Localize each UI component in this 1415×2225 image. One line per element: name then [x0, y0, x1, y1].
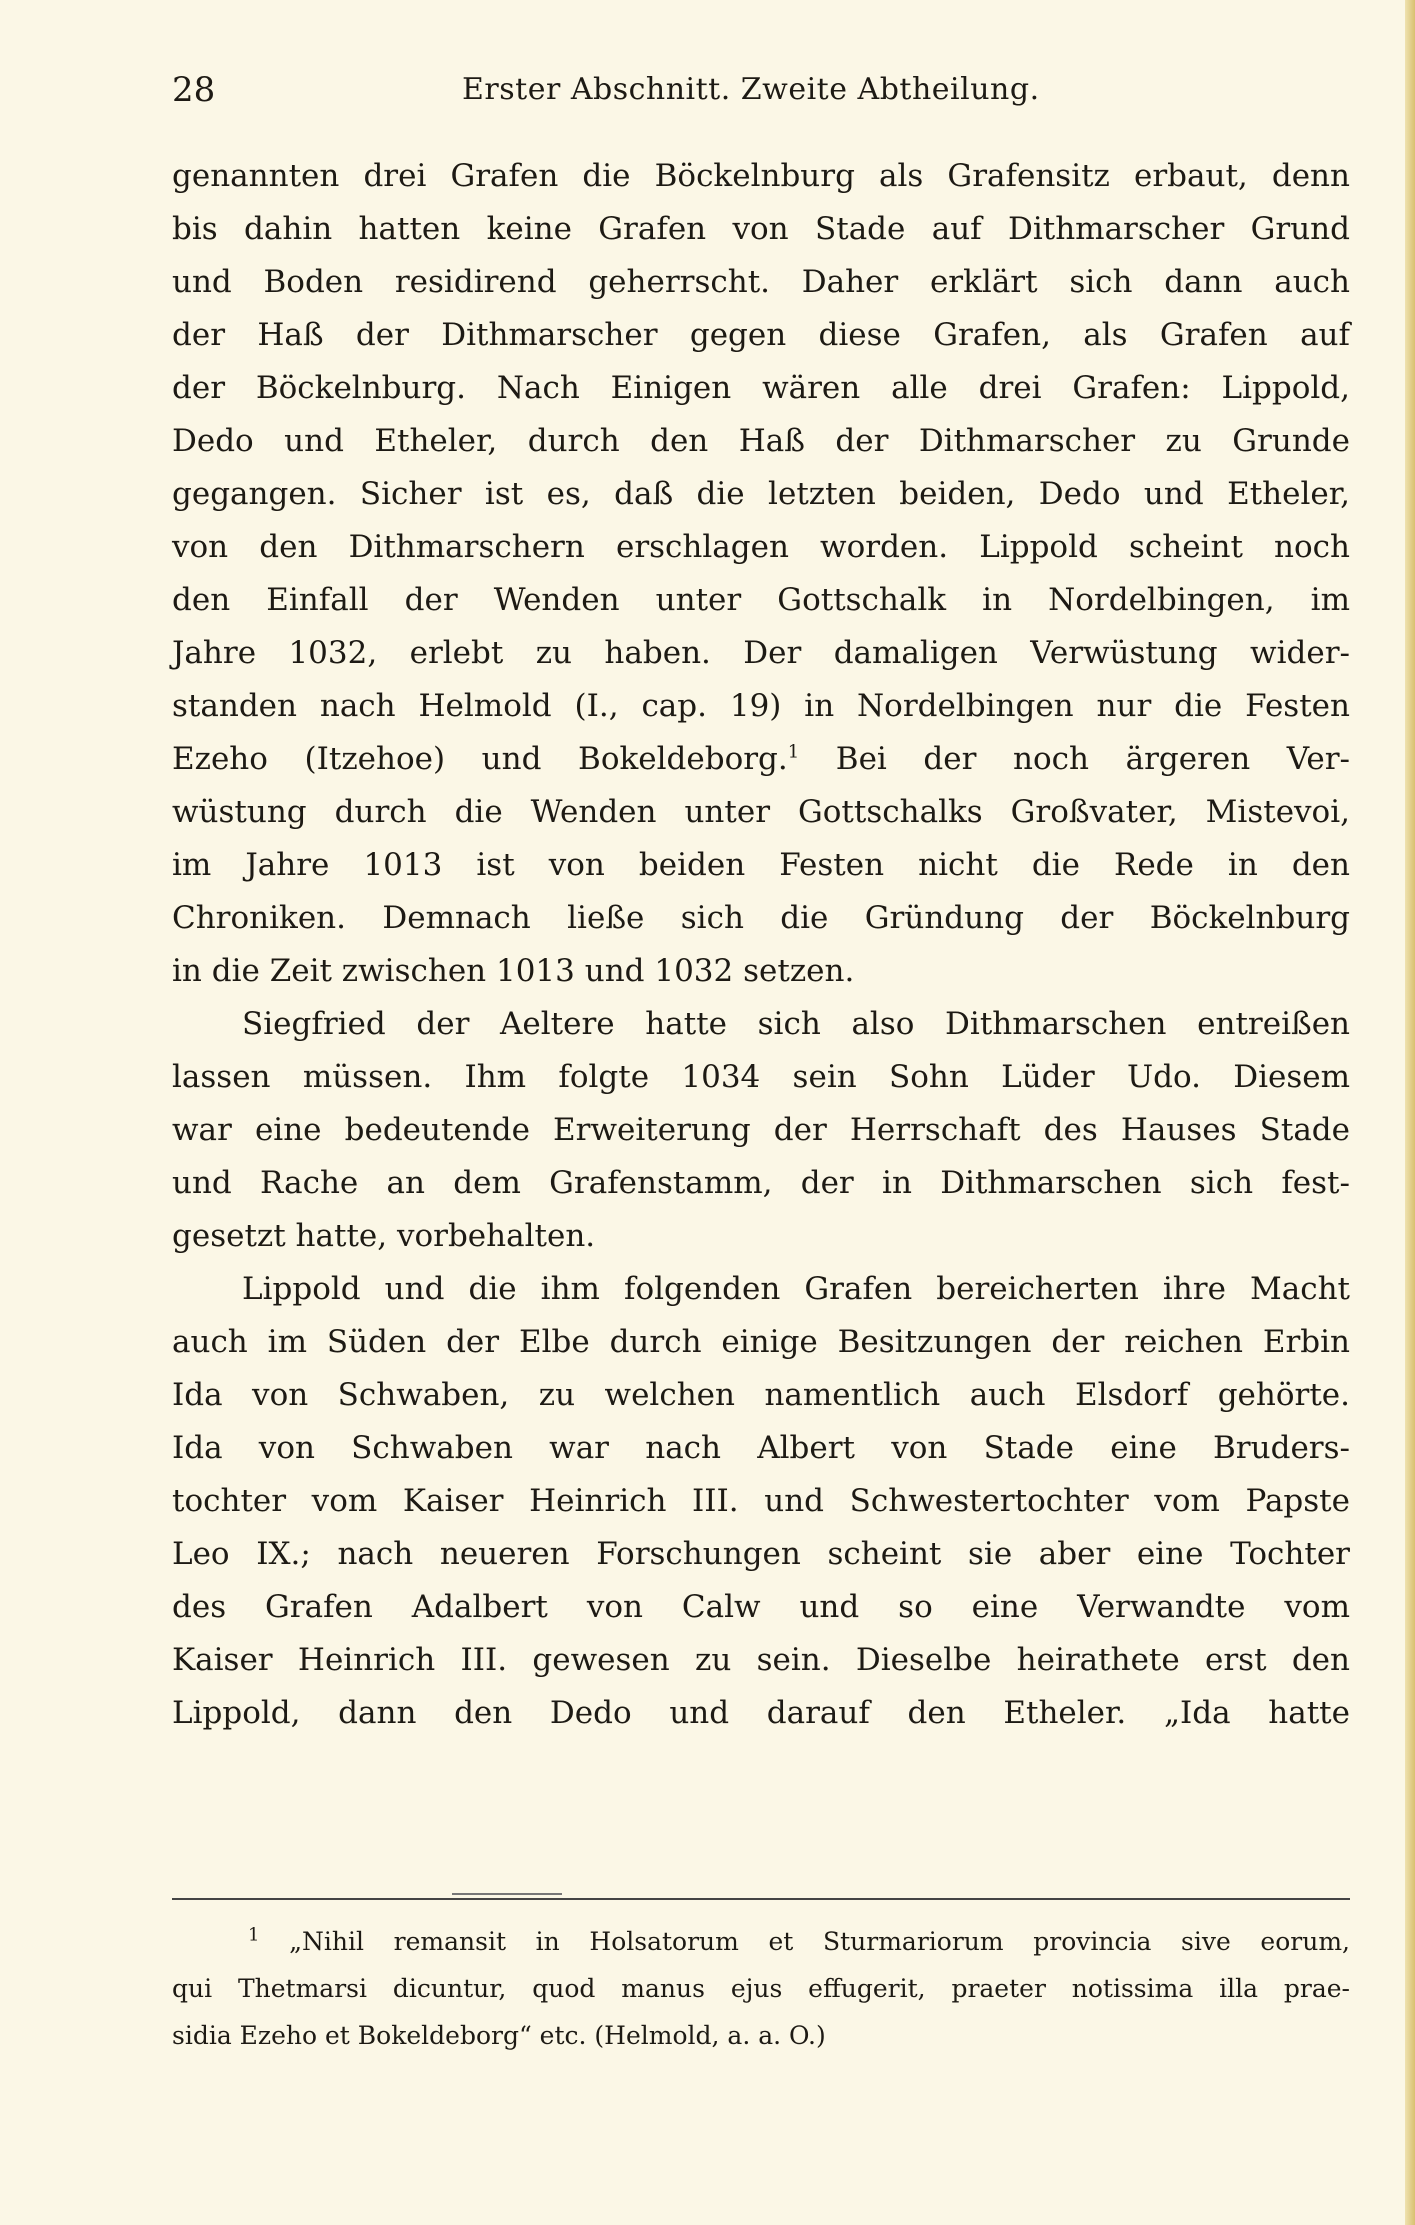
text-line: wüstung durch die Wenden unter Gottschalks Großvater, Mistevoi, [172, 794, 1350, 830]
page-header [172, 70, 1350, 120]
text-line: Ida von Schwaben war nach Albert von Stade eine Bruders- [172, 1430, 1350, 1466]
body-text [172, 150, 1350, 1740]
text-line: der Böckelnburg. Nach Einigen wären alle drei Grafen: Lippold, [172, 370, 1350, 406]
text-line: in die Zeit zwischen 1013 und 1032 setzen. [172, 953, 855, 989]
page-edge [1405, 0, 1415, 2225]
text-line: und Boden residirend geherrscht. Daher erklärt sich dann auch [172, 264, 1350, 300]
text-line: Kaiser Heinrich III. gewesen zu sein. Dieselbe heirathete erst den [172, 1642, 1350, 1678]
footnote [172, 1918, 1350, 2059]
text-line: Lippold, dann den Dedo und darauf den Etheler. „Ida hatte [172, 1695, 1350, 1731]
text-line-with-footnote-ref [172, 733, 1350, 786]
text-line: tochter vom Kaiser Heinrich III. und Schwestertochter vom Papste [172, 1483, 1350, 1519]
text-line: Leo IX.; nach neueren Forschungen scheint sie aber eine Tochter [172, 1536, 1350, 1572]
text-line: war eine bedeutende Erweiterung der Herrschaft des Hauses Stade [172, 1112, 1350, 1148]
running-title: Erster Abschnitt. Zweite Abtheilung. [462, 72, 1040, 107]
text-line: auch im Süden der Elbe durch einige Besitzungen der reichen Erbin [172, 1324, 1350, 1360]
text-line: bis dahin hatten keine Grafen von Stade auf Dithmarscher Grund [172, 211, 1350, 247]
text-line: Chroniken. Demnach ließe sich die Gründung der Böckelnburg [172, 900, 1350, 936]
footnote-line: qui Thetmarsi dicuntur, quod manus ejus effugerit, praeter notissima illa prae- [172, 1974, 1350, 2003]
text-line: gesetzt hatte, vorbehalten. [172, 1218, 596, 1254]
footnote-line [172, 1918, 1350, 1965]
footnote-marker: 1 [248, 1924, 260, 1946]
text-line: Dedo und Etheler, durch den Haß der Dithmarscher zu Grunde [172, 423, 1350, 459]
footnote-reference: 1 [787, 741, 800, 763]
text-line: Ida von Schwaben, zu welchen namentlich auch Elsdorf gehörte. [172, 1377, 1350, 1413]
text-line: und Rache an dem Grafenstamm, der in Dithmarschen sich fest- [172, 1165, 1350, 1201]
text-line: den Einfall der Wenden unter Gottschalk in Nordelbingen, im [172, 582, 1350, 618]
footnote-line: sidia Ezeho et Bokeldeborg“ etc. (Helmold, a. a. O.) [172, 2021, 826, 2050]
text-line: im Jahre 1013 ist von beiden Festen nicht die Rede in den [172, 847, 1350, 883]
text-line: Siegfried der Aeltere hatte sich also Dithmarschen entreißen [242, 1006, 1350, 1042]
text-line: gegangen. Sicher ist es, daß die letzten beiden, Dedo und Etheler, [172, 476, 1350, 512]
footnote-divider-mark [452, 1893, 562, 1895]
line-text: Ezeho (Itzehoe) und Bokeldeborg. [172, 741, 788, 777]
text-line: lassen müssen. Ihm folgte 1034 sein Sohn Lüder Udo. Diesem [172, 1059, 1350, 1095]
text-line: von den Dithmarschern erschlagen worden. Lippold scheint noch [172, 529, 1350, 565]
line-text-tail: Bei der noch ärgeren Ver- [799, 741, 1350, 777]
text-line: Jahre 1032, erlebt zu haben. Der damaligen Verwüstung wider- [172, 635, 1350, 671]
text-line: des Grafen Adalbert von Calw und so eine Verwandte vom [172, 1589, 1350, 1625]
page-number: 28 [172, 70, 216, 110]
footnote-divider [172, 1898, 1350, 1900]
text-line: standen nach Helmold (I., cap. 19) in Nordelbingen nur die Festen [172, 688, 1350, 724]
footnote-text: „Nihil remansit in Holsatorum et Sturmariorum provincia sive eorum, [289, 1927, 1350, 1956]
text-line: Lippold und die ihm folgenden Grafen bereicherten ihre Macht [242, 1271, 1350, 1307]
text-line: der Haß der Dithmarscher gegen diese Grafen, als Grafen auf [172, 317, 1350, 353]
text-line: genannten drei Grafen die Böckelnburg als Grafensitz erbaut, denn [172, 158, 1350, 194]
